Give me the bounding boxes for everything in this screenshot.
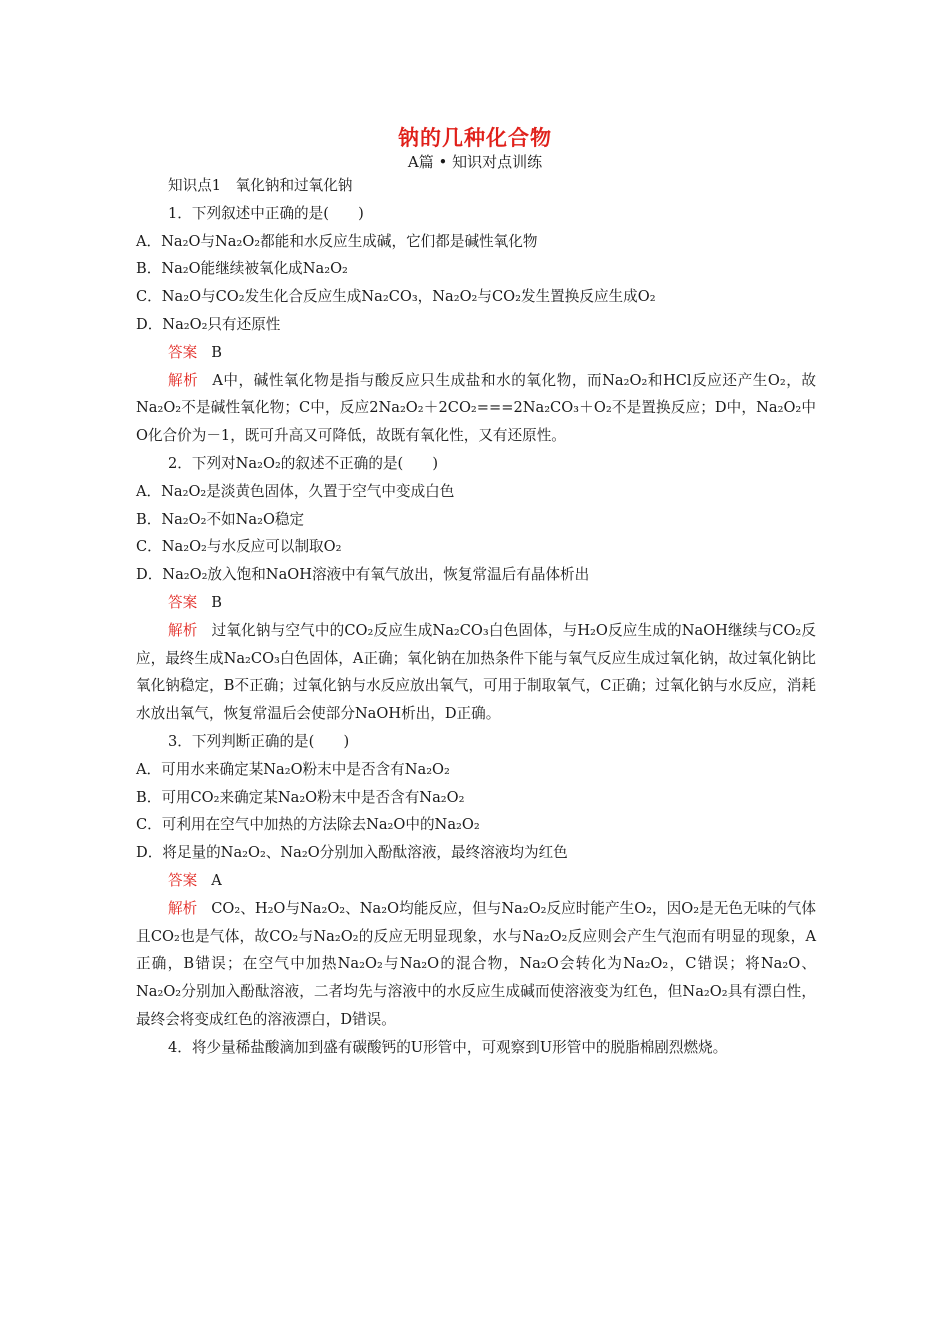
analysis-label: 解析 xyxy=(168,899,198,917)
q4-stem: 4．将少量稀盐酸滴加到盛有碳酸钙的U形管中，可观察到U形管中的脱脂棉剧烈燃烧。 xyxy=(168,1038,728,1056)
q1-analysis-text: A中，碱性氧化物是指与酸反应只生成盐和水的氧化物，而Na₂O₂和HCl反应还产生O₂，故Na₂O₂不是碱性氧化物；C中，反应2Na₂O₂＋2CO₂===2Na₂CO₃＋O₂不是置换反应；D中，Na₂O₂中O化合价为－1，既可升高又可降低，故既有氧化性，又有还原性。 xyxy=(136,371,816,445)
q2-answer-value: B xyxy=(211,593,222,611)
q1-stem: 1．下列叙述中正确的是( ) xyxy=(168,204,364,222)
analysis-label: 解析 xyxy=(168,371,199,389)
q1-answer xyxy=(136,339,816,367)
q3-option-a: A．可用水来确定某Na₂O粉末中是否含有Na₂O₂ xyxy=(136,760,450,778)
answer-label: 答案 xyxy=(168,593,198,611)
q3-option-c: C．可利用在空气中加热的方法除去Na₂O中的Na₂O₂ xyxy=(136,816,480,834)
q3-answer-value: A xyxy=(211,871,222,889)
q2-answer xyxy=(136,589,816,617)
q2-option-c: C．Na₂O₂与水反应可以制取O₂ xyxy=(136,538,342,556)
q3-analysis-text: CO₂、H₂O与Na₂O₂、Na₂O均能反应，但与Na₂O₂反应时能产生O₂，因O₂是无色无味的气体且CO₂也是气体，故CO₂与Na₂O₂的反应无明显现象，水与Na₂O₂反应则会产生气泡而有明显的现象，A正确，B错误；在空气中加热Na₂O₂与Na₂O的混合物，Na₂O会转化为Na₂O₂，C错误；将Na₂O、Na₂O₂分别加入酚酞溶液，二者均先与溶液中的水反应生成碱而使溶液变为红色，但Na₂O₂具有漂白性，最终会将变成红色的溶液漂白，D错误。 xyxy=(136,899,816,1028)
q1-option-a: A．Na₂O与Na₂O₂都能和水反应生成碱，它们都是碱性氧化物 xyxy=(136,232,538,250)
q2-stem: 2．下列对Na₂O₂的叙述不正确的是( ) xyxy=(168,454,439,472)
section-heading: 知识点1 氧化钠和过氧化钠 xyxy=(168,177,353,194)
answer-label: 答案 xyxy=(168,343,198,361)
q3-answer xyxy=(136,867,816,895)
q1-analysis xyxy=(136,367,816,450)
q2-option-a: A．Na₂O₂是淡黄色固体，久置于空气中变成白色 xyxy=(136,482,455,500)
q3-stem: 3．下列判断正确的是( ) xyxy=(168,732,350,750)
q3-option-d: D．将足量的Na₂O₂、Na₂O分别加入酚酞溶液，最终溶液均为红色 xyxy=(136,844,568,862)
q1-answer-value: B xyxy=(211,343,222,361)
q1-option-c: C．Na₂O与CO₂发生化合反应生成Na₂CO₃，Na₂O₂与CO₂发生置换反应生成O₂ xyxy=(136,288,656,306)
q3-analysis xyxy=(136,895,816,1034)
page-subtitle: A篇 • 知识对点训练 xyxy=(407,153,543,171)
q2-analysis xyxy=(136,617,816,728)
q1-option-d: D．Na₂O₂只有还原性 xyxy=(136,315,281,333)
q2-option-b: B．Na₂O₂不如Na₂O稳定 xyxy=(136,510,305,528)
answer-label: 答案 xyxy=(168,871,198,889)
q1-option-b: B．Na₂O能继续被氧化成Na₂O₂ xyxy=(136,260,348,278)
analysis-label: 解析 xyxy=(168,621,198,639)
q2-option-d: D．Na₂O₂放入饱和NaOH溶液中有氧气放出，恢复常温后有晶体析出 xyxy=(136,566,590,584)
document-body xyxy=(136,172,816,1062)
q2-analysis-text: 过氧化钠与空气中的CO₂反应生成Na₂CO₃白色固体，与H₂O反应生成的NaOH继续与CO₂反应，最终生成Na₂CO₃白色固体，A正确；氧化钠在加热条件下能与氧气反应生成过氧化钠，故过氧化钠比氧化钠稳定，B不正确；过氧化钠与水反应放出氧气，可用于制取氧气，C正确；过氧化钠与水反应，消耗水放出氧气，恢复常温后会使部分NaOH析出，D正确。 xyxy=(136,621,816,723)
page-title: 钠的几种化合物 xyxy=(398,126,552,150)
q3-option-b: B．可用CO₂来确定某Na₂O粉末中是否含有Na₂O₂ xyxy=(136,788,465,806)
